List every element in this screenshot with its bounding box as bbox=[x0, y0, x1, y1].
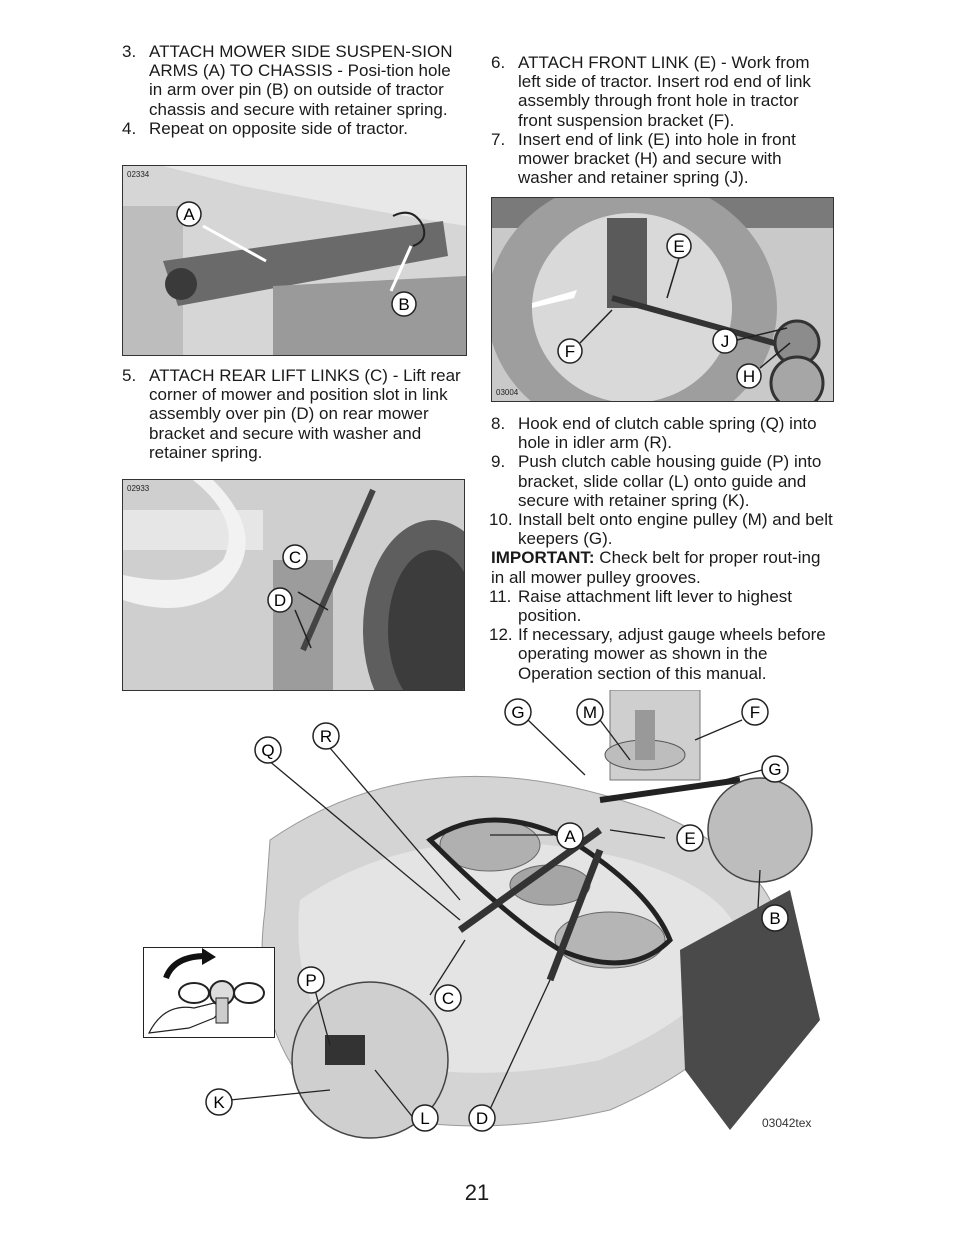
step-text: ATTACH FRONT LINK (E) - Work from left side of tractor. Insert rod end of link assembly through front hole in tractor front suspension bracket (F). bbox=[518, 53, 811, 130]
step-text: If necessary, adjust gauge wheels before operating mower as shown in the Operation section of this manual. bbox=[518, 625, 826, 683]
callout-c: C bbox=[441, 989, 455, 1008]
steps-3-4 bbox=[122, 42, 467, 138]
callout-k: K bbox=[213, 1093, 225, 1112]
callout-q: Q bbox=[261, 741, 275, 760]
step-number: 11. bbox=[489, 586, 512, 606]
step-5-block bbox=[122, 366, 467, 462]
photo-code: 02334 bbox=[127, 170, 150, 179]
callout-a: A bbox=[183, 205, 195, 224]
step-5 bbox=[122, 366, 467, 462]
step-9 bbox=[491, 452, 836, 510]
photo-front-link bbox=[491, 197, 834, 402]
step-7 bbox=[491, 130, 836, 188]
step-number: 6. bbox=[491, 53, 506, 72]
step-text: Insert end of link (E) into hole in front mower bracket (H) and secure with washer and retainer spring (J). bbox=[518, 129, 796, 188]
photo-rear-lift-links bbox=[122, 479, 465, 691]
callout-b: B bbox=[398, 295, 410, 314]
steps-6-7 bbox=[491, 53, 836, 187]
step-text: Install belt onto engine pulley (M) and belt keepers (G). bbox=[518, 510, 833, 549]
mower-deck-diagram bbox=[130, 690, 830, 1140]
front-link-illustration bbox=[492, 198, 833, 401]
callout-l: L bbox=[420, 1109, 430, 1128]
step-number: 5. bbox=[122, 366, 137, 385]
callout-p: P bbox=[305, 971, 317, 990]
retainer-spring-illustration bbox=[144, 948, 274, 1037]
photo-code: 03004 bbox=[496, 388, 519, 397]
callout-c: C bbox=[288, 548, 302, 567]
step-text: ATTACH REAR LIFT LINKS (C) - Lift rear corner of mower and position slot in link assembly over pin (D) on rear mower bracket and secure with washer and retainer spring. bbox=[149, 366, 461, 462]
callout-b: B bbox=[769, 909, 781, 928]
photo-code: 02933 bbox=[127, 484, 150, 493]
callout-h: H bbox=[742, 367, 756, 386]
step-3 bbox=[122, 42, 467, 119]
figure-code: 03042tex bbox=[762, 1116, 812, 1130]
inset-retainer-spring bbox=[143, 947, 275, 1038]
important-text: Check belt for proper rout-ing in all mower pulley grooves. bbox=[491, 548, 821, 587]
steps-8-12 bbox=[491, 414, 836, 683]
step-number: 10. bbox=[489, 510, 513, 530]
arrowhead-icon bbox=[202, 948, 216, 965]
cable-bracket bbox=[325, 1035, 365, 1065]
callout-g: G bbox=[511, 703, 525, 722]
photo-suspension-arm bbox=[122, 165, 467, 356]
callout-a: A bbox=[564, 827, 576, 846]
callout-j: J bbox=[720, 332, 730, 351]
important-label: IMPORTANT: bbox=[491, 548, 595, 568]
step-8 bbox=[491, 414, 836, 452]
step-text: Raise attachment lift lever to highest position. bbox=[518, 586, 793, 626]
step-text: Push clutch cable housing guide (P) into bracket, slide collar (L) onto guide and secure with retainer spring (K). bbox=[518, 452, 822, 510]
rear-lift-link-illustration bbox=[123, 480, 464, 690]
step-text: Repeat on opposite side of tractor. bbox=[149, 118, 408, 138]
zoom-circle-b bbox=[708, 778, 812, 882]
suspension-arm-illustration bbox=[123, 166, 466, 355]
callout-d: D bbox=[475, 1109, 489, 1128]
important-note bbox=[491, 548, 836, 586]
step-number: 4. bbox=[122, 118, 137, 138]
step-12 bbox=[491, 625, 836, 683]
step-number: 3. bbox=[122, 42, 137, 61]
callout-e: E bbox=[673, 237, 685, 256]
step-number: 12. bbox=[489, 625, 513, 645]
step-number: 7. bbox=[491, 129, 506, 149]
callout-r: R bbox=[319, 727, 333, 746]
step-4 bbox=[122, 119, 467, 138]
callout-f: F bbox=[749, 703, 761, 722]
callout-g: G bbox=[768, 760, 782, 779]
step-6 bbox=[491, 53, 836, 130]
page-number: 21 bbox=[464, 1180, 490, 1205]
curved-arrow-icon bbox=[166, 956, 206, 978]
step-11 bbox=[491, 587, 836, 625]
callout-f: F bbox=[564, 342, 576, 361]
engine-shaft bbox=[635, 710, 655, 760]
step-text: Hook end of clutch cable spring (Q) into hole in idler arm (R). bbox=[518, 414, 817, 453]
hand-icon bbox=[149, 1003, 219, 1033]
step-number: 8. bbox=[491, 414, 506, 433]
callout-e: E bbox=[684, 829, 696, 848]
step-10 bbox=[491, 510, 836, 548]
step-text: ATTACH MOWER SIDE SUSPEN-SION ARMS (A) TO CHASSIS - Posi-tion hole in arm over pin (B) on outside of tractor chassis and secure with retainer spring. bbox=[149, 42, 453, 119]
callout-d: D bbox=[273, 591, 287, 610]
step-number: 9. bbox=[491, 452, 506, 472]
callout-m: M bbox=[582, 703, 598, 722]
